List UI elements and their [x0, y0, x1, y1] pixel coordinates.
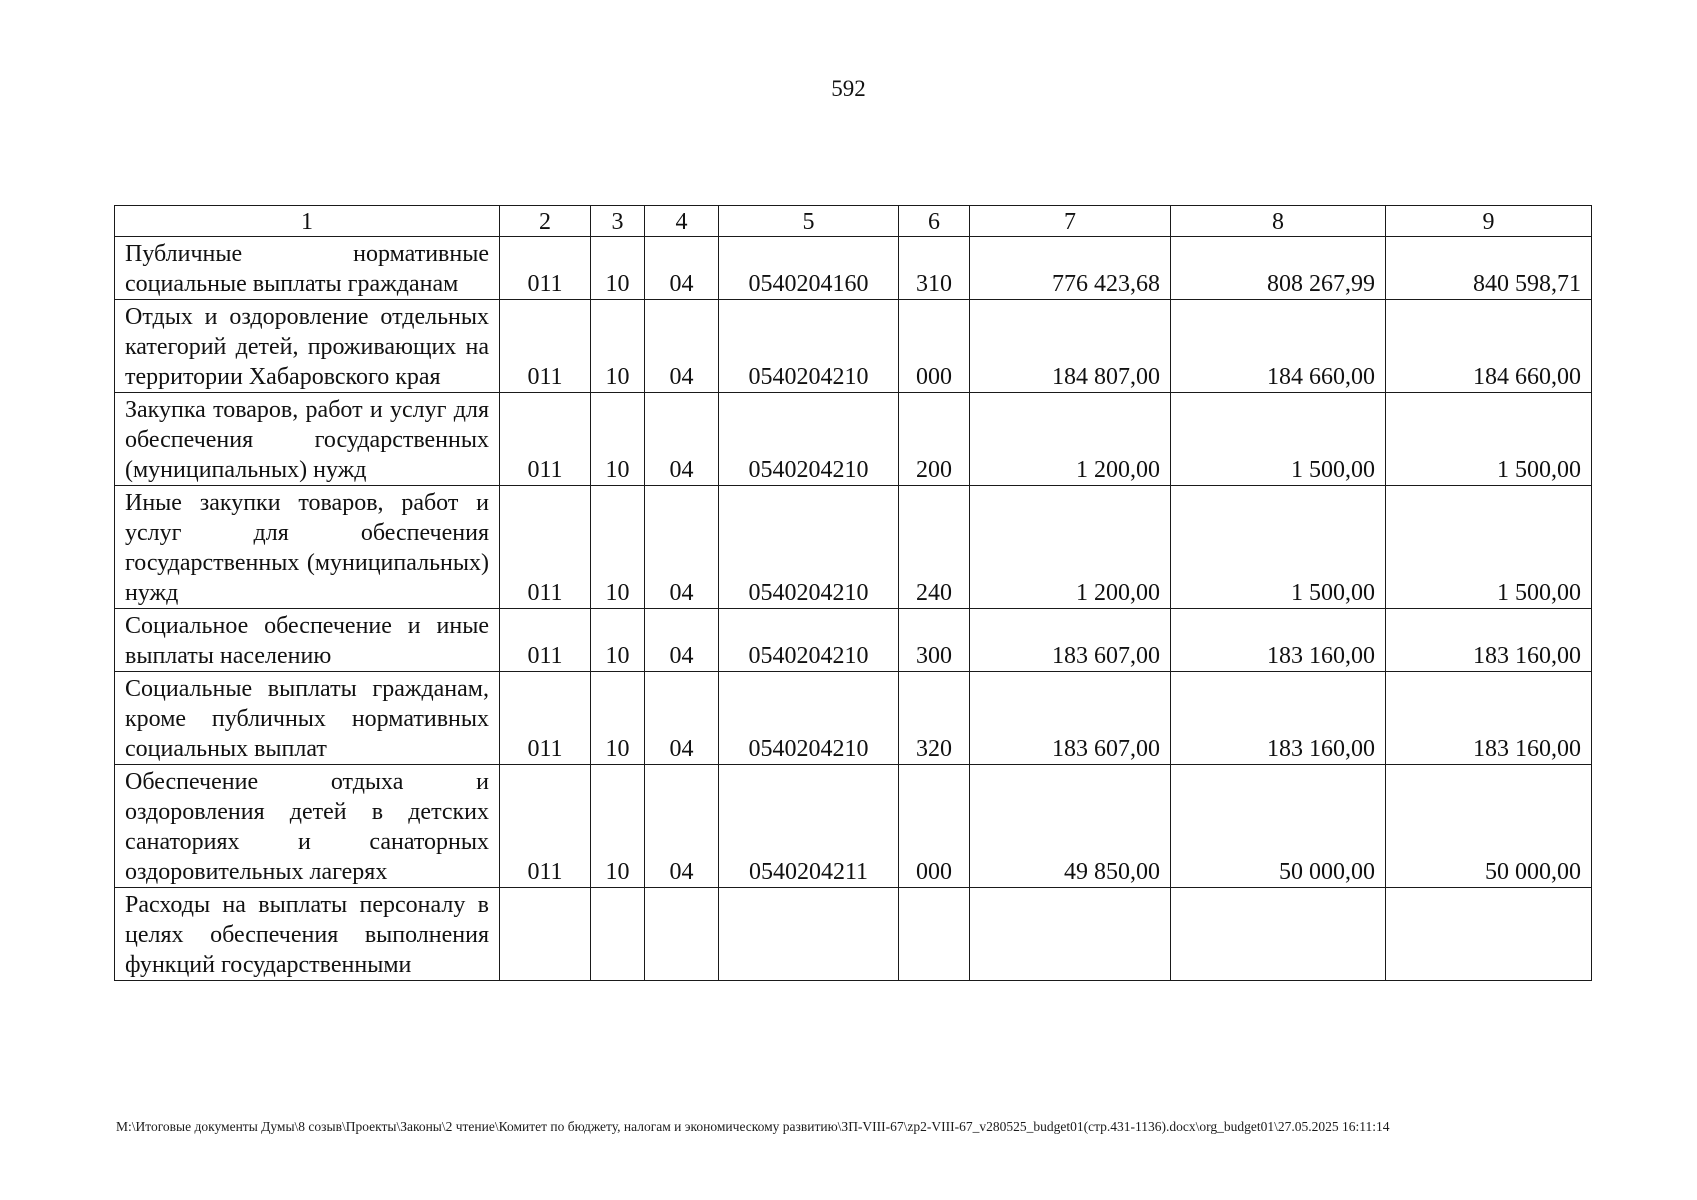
header-row — [115, 206, 1592, 237]
amount-col7-cell: 1 200,00 — [970, 486, 1171, 609]
section-code-cell: 10 — [591, 300, 645, 393]
subsection-code-cell: 04 — [645, 765, 719, 888]
amount-col7-cell: 184 807,00 — [970, 300, 1171, 393]
expense-type-cell — [899, 888, 970, 981]
row-name-cell: Иные закупки товаров, работ и услуг для обеспечения государственных (муниципальных) нужд — [115, 486, 500, 609]
amount-col7-cell: 49 850,00 — [970, 765, 1171, 888]
expense-type-cell: 310 — [899, 237, 970, 300]
ministry-code-cell — [500, 888, 591, 981]
amount-col7-cell: 183 607,00 — [970, 609, 1171, 672]
ministry-code-cell: 011 — [500, 672, 591, 765]
section-code-cell: 10 — [591, 672, 645, 765]
column-header-5: 5 — [719, 206, 899, 237]
amount-col7-cell — [970, 888, 1171, 981]
file-path-footer: M:\Итоговые документы Думы\8 созыв\Проекты\Законы\2 чтение\Комитет по бюджету, налогам и экономическому развитию\ЗП-VIII-67\zp2-VIII-67_v280525_budget01(стр.431-1136).docx\org_budget01\27.05.2025 16:11:14 — [116, 1119, 1390, 1134]
expense-type-cell: 320 — [899, 672, 970, 765]
ministry-code-cell: 011 — [500, 300, 591, 393]
amount-col8-cell — [1171, 888, 1386, 981]
row-name-cell: Публичные нормативные социальные выплаты гражданам — [115, 237, 500, 300]
row-name-cell: Отдых и оздоровление отдельных категорий детей, проживающих на территории Хабаровского края — [115, 300, 500, 393]
amount-col8-cell: 808 267,99 — [1171, 237, 1386, 300]
amount-col8-cell: 50 000,00 — [1171, 765, 1386, 888]
subsection-code-cell: 04 — [645, 300, 719, 393]
column-header-2: 2 — [500, 206, 591, 237]
section-code-cell: 10 — [591, 237, 645, 300]
section-code-cell: 10 — [591, 765, 645, 888]
ministry-code-cell: 011 — [500, 609, 591, 672]
ministry-code-cell: 011 — [500, 237, 591, 300]
expense-type-cell: 300 — [899, 609, 970, 672]
ministry-code-cell: 011 — [500, 765, 591, 888]
table-row — [115, 765, 1592, 888]
column-header-7: 7 — [970, 206, 1171, 237]
amount-col9-cell: 1 500,00 — [1386, 393, 1592, 486]
amount-col8-cell: 183 160,00 — [1171, 672, 1386, 765]
column-header-3: 3 — [591, 206, 645, 237]
subsection-code-cell: 04 — [645, 237, 719, 300]
row-name-cell: Расходы на выплаты персоналу в целях обеспечения выполнения функций государственными — [115, 888, 500, 981]
expense-type-cell: 000 — [899, 300, 970, 393]
amount-col7-cell: 776 423,68 — [970, 237, 1171, 300]
row-name-cell: Социальные выплаты гражданам, кроме публичных нормативных социальных выплат — [115, 672, 500, 765]
target-article-cell — [719, 888, 899, 981]
table-row — [115, 888, 1592, 981]
ministry-code-cell: 011 — [500, 486, 591, 609]
section-code-cell: 10 — [591, 609, 645, 672]
table-row — [115, 609, 1592, 672]
ministry-code-cell: 011 — [500, 393, 591, 486]
row-name-cell: Обеспечение отдыха и оздоровления детей в детских санаториях и санаторных оздоровительных лагерях — [115, 765, 500, 888]
section-code-cell: 10 — [591, 393, 645, 486]
subsection-code-cell: 04 — [645, 609, 719, 672]
subsection-code-cell: 04 — [645, 672, 719, 765]
target-article-cell: 0540204211 — [719, 765, 899, 888]
amount-col7-cell: 183 607,00 — [970, 672, 1171, 765]
table-row — [115, 393, 1592, 486]
column-header-6: 6 — [899, 206, 970, 237]
column-header-8: 8 — [1171, 206, 1386, 237]
amount-col9-cell: 1 500,00 — [1386, 486, 1592, 609]
target-article-cell: 0540204210 — [719, 609, 899, 672]
expense-type-cell: 240 — [899, 486, 970, 609]
table-row — [115, 486, 1592, 609]
amount-col9-cell — [1386, 888, 1592, 981]
column-header-4: 4 — [645, 206, 719, 237]
target-article-cell: 0540204160 — [719, 237, 899, 300]
amount-col9-cell: 183 160,00 — [1386, 672, 1592, 765]
amount-col9-cell: 840 598,71 — [1386, 237, 1592, 300]
amount-col9-cell: 184 660,00 — [1386, 300, 1592, 393]
subsection-code-cell — [645, 888, 719, 981]
expense-type-cell: 000 — [899, 765, 970, 888]
amount-col9-cell: 183 160,00 — [1386, 609, 1592, 672]
amount-col7-cell: 1 200,00 — [970, 393, 1171, 486]
expense-type-cell: 200 — [899, 393, 970, 486]
subsection-code-cell: 04 — [645, 486, 719, 609]
section-code-cell — [591, 888, 645, 981]
target-article-cell: 0540204210 — [719, 672, 899, 765]
amount-col9-cell: 50 000,00 — [1386, 765, 1592, 888]
column-header-1: 1 — [115, 206, 500, 237]
target-article-cell: 0540204210 — [719, 486, 899, 609]
section-code-cell: 10 — [591, 486, 645, 609]
table-row — [115, 237, 1592, 300]
amount-col8-cell: 184 660,00 — [1171, 300, 1386, 393]
amount-col8-cell: 1 500,00 — [1171, 486, 1386, 609]
table-row — [115, 672, 1592, 765]
subsection-code-cell: 04 — [645, 393, 719, 486]
amount-col8-cell: 183 160,00 — [1171, 609, 1386, 672]
row-name-cell: Закупка товаров, работ и услуг для обеспечения государственных (муниципальных) нужд — [115, 393, 500, 486]
table-row — [115, 300, 1592, 393]
column-header-9: 9 — [1386, 206, 1592, 237]
target-article-cell: 0540204210 — [719, 300, 899, 393]
amount-col8-cell: 1 500,00 — [1171, 393, 1386, 486]
page-number: 592 — [831, 76, 866, 101]
budget-table — [114, 205, 1592, 981]
target-article-cell: 0540204210 — [719, 393, 899, 486]
row-name-cell: Социальное обеспечение и иные выплаты населению — [115, 609, 500, 672]
